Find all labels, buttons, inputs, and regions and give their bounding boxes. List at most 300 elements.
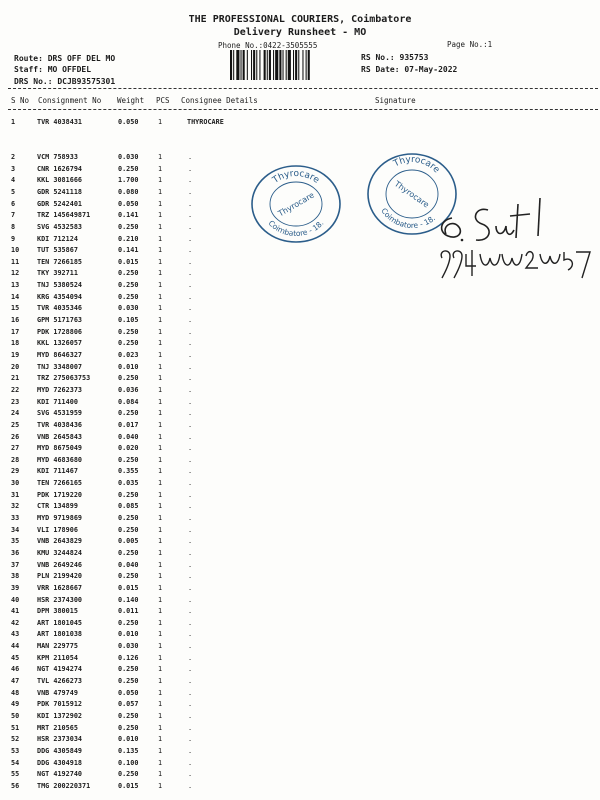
row-weight: 0.030: [118, 153, 139, 161]
drs-number: DRS No.: DCJB93575301: [14, 77, 116, 86]
row-weight: 0.030: [118, 642, 139, 651]
row-sno: 33: [11, 514, 20, 522]
row-sno: 5: [11, 187, 16, 196]
table-row: [0, 444, 600, 455]
separator-top: [8, 88, 598, 89]
row-pcs: 1: [158, 700, 163, 709]
row-consignee-mark: .: [188, 153, 193, 161]
table-row: [0, 654, 600, 665]
row-sno: 15: [11, 304, 20, 313]
row-consignee-mark: .: [188, 385, 193, 394]
row-consignment: VNB 479749: [37, 688, 78, 697]
row-sno: 29: [11, 467, 20, 476]
row-pcs: 1: [158, 339, 163, 348]
table-row: [0, 433, 600, 444]
table-row: [0, 712, 600, 723]
row-pcs: 1: [158, 199, 163, 208]
row-consignment: TKY 392711: [37, 269, 78, 278]
row-weight: 1.700: [118, 176, 139, 185]
row-pcs: 1: [158, 222, 163, 231]
row-consignee-mark: .: [188, 502, 193, 511]
row-consignee-mark: .: [188, 548, 193, 557]
row-sno: 49: [11, 700, 20, 709]
row-consignment: TEN 7266165: [37, 479, 83, 488]
row-consignee-mark: .: [188, 572, 193, 581]
row-weight: 0.250: [118, 281, 139, 290]
row-consignee-mark: .: [188, 583, 193, 592]
row-consignment: TMG 200220371: [37, 781, 91, 790]
table-row: [0, 293, 600, 304]
row-consignee-mark: .: [188, 677, 193, 685]
row-consignee-mark: .: [188, 351, 193, 359]
stamp-center-text: Thyrocare: [392, 179, 431, 210]
table-row: [0, 491, 600, 502]
row-consignment: DPM 380015: [37, 607, 78, 616]
rs-number: RS No.: 935753: [361, 53, 429, 62]
row-consignee-mark: .: [188, 712, 193, 720]
row-pcs: 1: [158, 118, 163, 126]
stamp-top-text: Thyrocare: [271, 168, 321, 186]
table-row: [0, 619, 600, 630]
row-consignee-mark: .: [188, 444, 193, 453]
row-consignment: MYD 9719869: [37, 514, 83, 522]
row-weight: 0.010: [118, 630, 139, 639]
row-weight: 0.011: [118, 607, 139, 616]
row-weight: 0.030: [118, 304, 139, 313]
thyrocare-stamp-left: [246, 162, 346, 246]
row-consignee: THYROCARE: [187, 118, 224, 126]
table-row: [0, 363, 600, 374]
row-consignment: HSR 2373034: [37, 735, 83, 744]
row-consignee-mark: .: [188, 723, 193, 732]
row-pcs: 1: [158, 607, 163, 616]
row-consignment: PDK 1728806: [37, 327, 83, 336]
row-pcs: 1: [158, 374, 163, 383]
row-consignee-mark: .: [188, 246, 193, 255]
table-row: [0, 351, 600, 362]
row-sno: 42: [11, 618, 20, 627]
row-pcs: 1: [158, 455, 163, 464]
row-pcs: 1: [158, 444, 163, 453]
row-consignee-mark: .: [188, 432, 193, 441]
row-sno: 48: [11, 688, 20, 697]
row-weight: 0.140: [118, 595, 139, 604]
row-weight: 0.250: [118, 269, 139, 278]
row-pcs: 1: [158, 618, 163, 627]
row-sno: 41: [11, 607, 20, 616]
row-consignee-mark: .: [188, 781, 193, 790]
handwritten-phone-note: [436, 244, 592, 280]
row-sno: 25: [11, 420, 20, 429]
row-weight: 0.015: [118, 781, 139, 790]
row-consignee-mark: .: [188, 455, 193, 464]
row-weight: 0.057: [118, 700, 139, 709]
row-consignment: TUT 535867: [37, 246, 78, 255]
row-sno: 13: [11, 281, 20, 290]
row-consignment: HSR 2374300: [37, 595, 83, 604]
row-consignment: KDI 711467: [37, 467, 78, 476]
row-pcs: 1: [158, 257, 163, 266]
row-sno: 4: [11, 176, 16, 185]
row-consignment: VCM 758933: [37, 153, 78, 161]
row-consignment: TNJ 3348007: [37, 362, 83, 371]
row-weight: 0.250: [118, 292, 139, 301]
row-sno: 19: [11, 351, 20, 359]
row-consignment: KMU 3244824: [37, 548, 83, 557]
row-consignment: PLN 2199420: [37, 572, 83, 581]
row-pcs: 1: [158, 781, 163, 790]
sheet-title: Delivery Runsheet - MO: [233, 27, 367, 38]
row-sno: 32: [11, 502, 20, 511]
row-weight: 0.250: [118, 490, 139, 499]
row-consignee-mark: .: [188, 607, 193, 616]
row-sno: 45: [11, 653, 20, 662]
row-consignment: GDR 5242401: [37, 199, 83, 208]
row-consignee-mark: .: [188, 665, 193, 674]
row-sno: 51: [11, 723, 20, 732]
row-weight: 0.250: [118, 222, 139, 231]
row-pcs: 1: [158, 548, 163, 557]
row-sno: 16: [11, 316, 20, 324]
col-pcs: PCS: [156, 96, 170, 105]
stamp-bottom-text: Coimbatore - 18.: [379, 206, 438, 231]
row-weight: 0.015: [118, 583, 139, 592]
row-sno: 55: [11, 770, 20, 779]
row-consignee-mark: .: [188, 467, 193, 476]
row-consignee-mark: .: [188, 746, 193, 755]
table-row: [0, 770, 600, 781]
table-row: [0, 502, 600, 513]
row-consignee-mark: .: [188, 199, 193, 208]
row-pcs: 1: [158, 735, 163, 744]
row-consignee-mark: .: [188, 630, 193, 639]
row-pcs: 1: [158, 653, 163, 662]
row-consignee-mark: .: [188, 758, 193, 767]
table-row: [0, 328, 600, 339]
row-sno: 6: [11, 199, 16, 208]
row-weight: 0.100: [118, 758, 139, 767]
page-number: Page No.:1: [447, 40, 493, 49]
row-pcs: 1: [158, 292, 163, 301]
row-sno: 23: [11, 397, 20, 406]
route-label: Route: DRS OFF DEL MO: [14, 54, 116, 63]
row-consignee-mark: .: [188, 409, 193, 418]
row-consignment: TVL 4266273: [37, 677, 83, 685]
row-consignment: MAN 229775: [37, 642, 78, 651]
row-sno: 56: [11, 781, 20, 790]
row-weight: 0.050: [118, 118, 139, 126]
row-weight: 0.023: [118, 351, 139, 359]
row-consignment: GPM 5171763: [37, 316, 83, 324]
row-weight: 0.105: [118, 316, 139, 324]
row-sno: 34: [11, 525, 20, 534]
row-sno: 24: [11, 409, 20, 418]
col-weight: Weight: [117, 96, 145, 105]
company-title: THE PROFESSIONAL COURIERS, Coimbatore: [188, 14, 412, 25]
table-row: [0, 700, 600, 711]
row-consignment: VRR 1628667: [37, 583, 83, 592]
table-row: [0, 398, 600, 409]
table-row: [0, 467, 600, 478]
row-pcs: 1: [158, 397, 163, 406]
row-sno: 26: [11, 432, 20, 441]
row-consignee-mark: .: [188, 479, 193, 488]
row-pcs: 1: [158, 211, 163, 220]
row-consignment: TRZ 145649871: [37, 211, 91, 220]
col-sno: S No: [11, 96, 30, 105]
row-consignee-mark: .: [188, 374, 193, 383]
table-row: [0, 759, 600, 770]
row-weight: 0.084: [118, 397, 139, 406]
row-consignment: PDK 7015912: [37, 700, 83, 709]
table-row: [0, 479, 600, 490]
row-consignment: VNB 2643829: [37, 537, 83, 546]
row-pcs: 1: [158, 385, 163, 394]
row-consignee-mark: .: [188, 257, 193, 266]
row-consignment: KKL 3081666: [37, 176, 83, 185]
row-consignee-mark: .: [188, 234, 193, 243]
row-weight: 0.250: [118, 723, 139, 732]
row-pcs: 1: [158, 420, 163, 429]
row-sno: 12: [11, 269, 20, 278]
row-sno: 11: [11, 257, 20, 266]
row-weight: 0.250: [118, 525, 139, 534]
row-pcs: 1: [158, 304, 163, 313]
barcode: [230, 50, 350, 80]
row-weight: 0.040: [118, 432, 139, 441]
row-pcs: 1: [158, 572, 163, 581]
row-consignee-mark: .: [188, 420, 193, 429]
row-pcs: 1: [158, 269, 163, 278]
table-row: [0, 665, 600, 676]
row-consignee-mark: .: [188, 560, 193, 569]
row-consignment: CTR 134899: [37, 502, 78, 511]
row-pcs: 1: [158, 560, 163, 569]
row-pcs: 1: [158, 595, 163, 604]
row-consignment: SVG 4531959: [37, 409, 83, 418]
row-consignment: MYD 4683680: [37, 455, 83, 464]
row-consignee-mark: .: [188, 735, 193, 744]
row-weight: 0.036: [118, 385, 139, 394]
row-consignment: TVR 4038436: [37, 420, 83, 429]
row-weight: 0.050: [118, 688, 139, 697]
row-weight: 0.085: [118, 502, 139, 511]
row-consignment: CNR 1626794: [37, 164, 83, 173]
row-consignee-mark: .: [188, 688, 193, 697]
row-consignment: KDI 1372902: [37, 712, 83, 720]
row-consignment: KPM 211054: [37, 653, 78, 662]
table-row: [0, 304, 600, 315]
table-row: [0, 561, 600, 572]
stamp-center-text: Thyrocare: [276, 190, 316, 219]
row-sno: 54: [11, 758, 20, 767]
row-pcs: 1: [158, 583, 163, 592]
row-weight: 0.250: [118, 339, 139, 348]
row-consignment: VNB 2645843: [37, 432, 83, 441]
row-weight: 0.250: [118, 712, 139, 720]
separator-header: [8, 109, 598, 110]
row-consignment: KRG 4354094: [37, 292, 83, 301]
row-pcs: 1: [158, 479, 163, 488]
row-sno: 52: [11, 735, 20, 744]
row-weight: 0.135: [118, 746, 139, 755]
row-consignee-mark: .: [188, 700, 193, 709]
row-consignment: KKL 1326057: [37, 339, 83, 348]
table-row: [0, 689, 600, 700]
row-weight: 0.250: [118, 327, 139, 336]
row-sno: 46: [11, 665, 20, 674]
row-weight: 0.250: [118, 455, 139, 464]
row-pcs: 1: [158, 176, 163, 185]
row-consignee-mark: .: [188, 281, 193, 290]
row-sno: 40: [11, 595, 20, 604]
row-sno: 53: [11, 746, 20, 755]
row-sno: 37: [11, 560, 20, 569]
table-row: [0, 642, 600, 653]
table-row: [0, 421, 600, 432]
row-consignment: TRZ 275063753: [37, 374, 91, 383]
row-sno: 47: [11, 677, 20, 685]
row-weight: 0.015: [118, 257, 139, 266]
row-consignee-mark: .: [188, 339, 193, 348]
stamp-bottom-text: Coimbatore - 18.: [266, 218, 326, 239]
table-row: [0, 735, 600, 746]
row-consignee-mark: .: [188, 537, 193, 546]
row-weight: 0.250: [118, 514, 139, 522]
row-pcs: 1: [158, 514, 163, 522]
table-row: [0, 316, 600, 327]
table-row: [0, 339, 600, 350]
row-weight: 0.080: [118, 187, 139, 196]
row-weight: 0.250: [118, 164, 139, 173]
row-consignment: TEN 7266185: [37, 257, 83, 266]
row-pcs: 1: [158, 467, 163, 476]
row-pcs: 1: [158, 630, 163, 639]
row-weight: 0.210: [118, 234, 139, 243]
row-weight: 0.020: [118, 444, 139, 453]
row-pcs: 1: [158, 746, 163, 755]
row-pcs: 1: [158, 537, 163, 546]
col-consignment: Consignment No: [38, 96, 102, 105]
row-consignee-mark: .: [188, 222, 193, 231]
row-pcs: 1: [158, 688, 163, 697]
row-weight: 0.035: [118, 479, 139, 488]
row-sno: 22: [11, 385, 20, 394]
row-consignee-mark: .: [188, 304, 193, 313]
row-pcs: 1: [158, 281, 163, 290]
table-row: [0, 549, 600, 560]
row-weight: 0.250: [118, 374, 139, 383]
row-consignee-mark: .: [188, 327, 193, 336]
row-pcs: 1: [158, 723, 163, 732]
row-weight: 0.010: [118, 735, 139, 744]
row-weight: 0.040: [118, 560, 139, 569]
row-consignment: MYD 7262373: [37, 385, 83, 394]
table-row: [0, 386, 600, 397]
row-weight: 0.017: [118, 420, 139, 429]
row-consignee-mark: .: [188, 292, 193, 301]
row-pcs: 1: [158, 525, 163, 534]
row-consignee-mark: .: [188, 642, 193, 651]
row-consignment: MRT 210565: [37, 723, 78, 732]
table-row: [0, 281, 600, 292]
row-consignment: PDK 1719220: [37, 490, 83, 499]
row-consignee-mark: .: [188, 525, 193, 534]
row-sno: 30: [11, 479, 20, 488]
row-sno: 21: [11, 374, 20, 383]
table-row: [0, 118, 600, 129]
row-sno: 20: [11, 362, 20, 371]
row-consignment: MYD 8675049: [37, 444, 83, 453]
row-weight: 0.250: [118, 572, 139, 581]
row-sno: 28: [11, 455, 20, 464]
row-sno: 35: [11, 537, 20, 546]
row-weight: 0.010: [118, 362, 139, 371]
row-pcs: 1: [158, 362, 163, 371]
row-consignment: VNB 2649246: [37, 560, 83, 569]
row-pcs: 1: [158, 164, 163, 173]
row-sno: 8: [11, 222, 16, 231]
row-consignment: TVR 4035346: [37, 304, 83, 313]
row-weight: 0.250: [118, 618, 139, 627]
row-pcs: 1: [158, 758, 163, 767]
row-consignee-mark: .: [188, 397, 193, 406]
row-weight: 0.050: [118, 199, 139, 208]
table-row: [0, 456, 600, 467]
row-sno: 3: [11, 164, 16, 173]
row-consignment: NGT 4194274: [37, 665, 83, 674]
row-sno: 44: [11, 642, 20, 651]
row-sno: 10: [11, 246, 20, 255]
row-sno: 50: [11, 712, 20, 720]
row-consignee-mark: .: [188, 164, 193, 173]
row-consignment: DDG 4304918: [37, 758, 83, 767]
table-row: [0, 596, 600, 607]
row-pcs: 1: [158, 642, 163, 651]
row-pcs: 1: [158, 432, 163, 441]
row-pcs: 1: [158, 770, 163, 779]
row-consignment: KDI 712124: [37, 234, 78, 243]
table-row: [0, 607, 600, 618]
row-pcs: 1: [158, 677, 163, 685]
row-consignment: MYD 8646327: [37, 351, 83, 359]
row-pcs: 1: [158, 327, 163, 336]
phone-number: Phone No.:0422-3505555: [218, 41, 318, 50]
table-row: [0, 724, 600, 735]
rs-date: RS Date: 07-May-2022: [361, 65, 458, 74]
row-pcs: 1: [158, 234, 163, 243]
row-sno: 27: [11, 444, 20, 453]
row-pcs: 1: [158, 665, 163, 674]
row-consignee-mark: .: [188, 618, 193, 627]
row-sno: 18: [11, 339, 20, 348]
row-consignee-mark: .: [188, 514, 193, 522]
row-consignee-mark: .: [188, 269, 193, 278]
row-sno: 7: [11, 211, 16, 220]
table-row: [0, 782, 600, 793]
row-pcs: 1: [158, 153, 163, 161]
row-sno: 43: [11, 630, 20, 639]
row-weight: 0.250: [118, 665, 139, 674]
table-row: [0, 584, 600, 595]
table-row: [0, 747, 600, 758]
row-weight: 0.250: [118, 548, 139, 557]
row-consignee-mark: .: [188, 187, 193, 196]
row-pcs: 1: [158, 246, 163, 255]
row-consignment: GDR 5241118: [37, 187, 83, 196]
row-consignee-mark: .: [188, 490, 193, 499]
table-row: [0, 630, 600, 641]
